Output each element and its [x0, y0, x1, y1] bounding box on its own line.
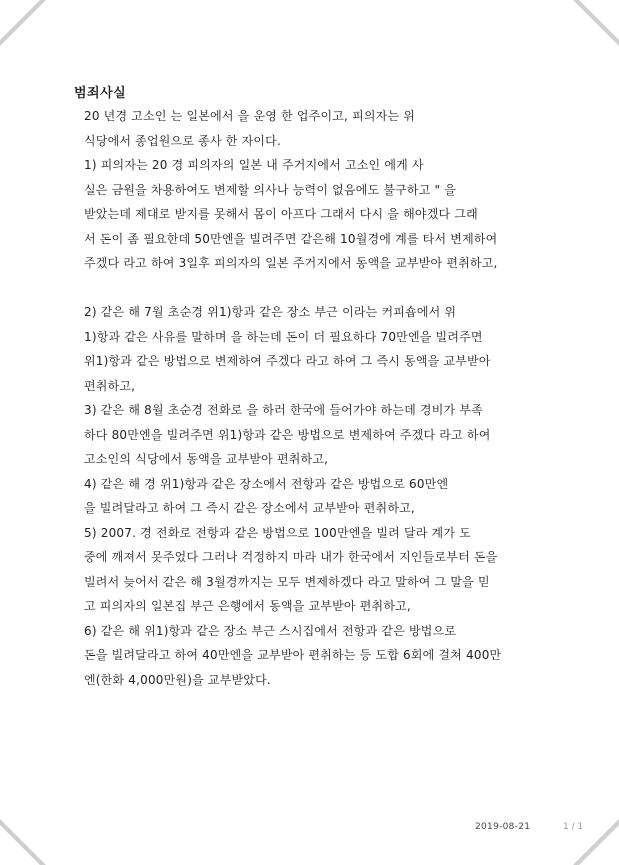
body-line: 엔(한화 4,000만원)을 교부받았다.	[84, 672, 271, 687]
body-line: 5) 2007. 경 전화로 전항과 같은 방법으로 100만엔을 빌려 달라 계가 도	[84, 525, 471, 540]
page-corner-fold	[0, 819, 46, 865]
body-line: 을 빌려달라고 하여 그 즉시 같은 장소에서 교부받아 편취하고,	[84, 501, 415, 515]
page-number: 1 / 1	[563, 822, 584, 832]
section-heading: 범죄사실	[74, 86, 127, 101]
body-line: 1) 피의자는 20 경 피의자의 일본 내 주거지에서 고소인 에게 사	[84, 158, 424, 172]
footer-date: 2019-08-21	[475, 822, 531, 832]
body-line: 고 피의자의 일본집 부근 은행에서 동액을 교부받아 편취하고,	[84, 599, 411, 613]
body-line: 하다 80만엔을 빌려주면 위1)항과 같은 방법으로 변제하여 주겠다 라고 하여	[84, 427, 491, 442]
page-corner-fold	[0, 0, 46, 46]
body-line: 빌려서 늦어서 같은 해 3월경까지는 모두 변제하겠다 라고 말하여 그 말을 믿	[84, 574, 490, 589]
body-line: 6) 같은 해 위1)항과 같은 장소 부근 스시집에서 전항과 같은 방법으로	[84, 623, 457, 638]
body-line: 돈을 빌려달라고 하여 40만엔을 교부받아 편취하는 등 도합 6회에 걸쳐 400만	[84, 648, 502, 662]
body-line: 고소인의 식당에서 동액을 교부받아 편취하고,	[84, 452, 329, 466]
body-line: 4) 같은 해 경 위1)항과 같은 장소에서 전항과 같은 방법으로 60만엔	[84, 476, 449, 491]
body-line: 식당에서 종업원으로 종사 한 자이다.	[84, 133, 281, 148]
body-line: 주겠다 라고 하여 3일후 피의자의 일본 주거지에서 동액을 교부받아 편취하고,	[84, 256, 498, 270]
body-line: 위1)항과 같은 방법으로 변제하여 주겠다 라고 하여 그 즉시 동액을 교부받아	[84, 354, 491, 368]
body-line: 1)항과 같은 사유를 말하며 을 하는데 돈이 더 필요하다 70만엔을 빌려주면	[84, 329, 483, 344]
body-line: 중에 깨져서 못주었다 그러나 걱정하지 마라 내가 한국에서 지인들로부터 돈을	[84, 550, 498, 564]
body-line: 편취하고,	[84, 378, 136, 393]
document-body	[84, 104, 556, 692]
body-line: 받았는데 제대로 받지를 못해서 몸이 아프다 그래서 다시 을 해야겠다 그래	[84, 207, 478, 221]
body-line: 20 년경 고소인 는 일본에서 을 운영 한 업주이고, 피의자는 위	[84, 109, 416, 123]
body-line: 2) 같은 해 7월 초순경 위1)항과 같은 장소 부근 이라는 커피숍에서 위	[84, 305, 457, 319]
paragraph-gap	[84, 276, 556, 301]
page-corner-fold	[573, 0, 619, 46]
body-line: 실은 금원을 차용하여도 변제할 의사나 능력이 없음에도 불구하고 " 을	[84, 182, 457, 197]
body-line: 서 돈이 좀 필요한데 50만엔을 빌려주면 같은해 10월경에 계를 타서 변제하여	[84, 231, 498, 246]
body-line: 3) 같은 해 8월 초순경 전화로 을 하러 한국에 들어가야 하는데 경비가 부족	[84, 403, 483, 417]
